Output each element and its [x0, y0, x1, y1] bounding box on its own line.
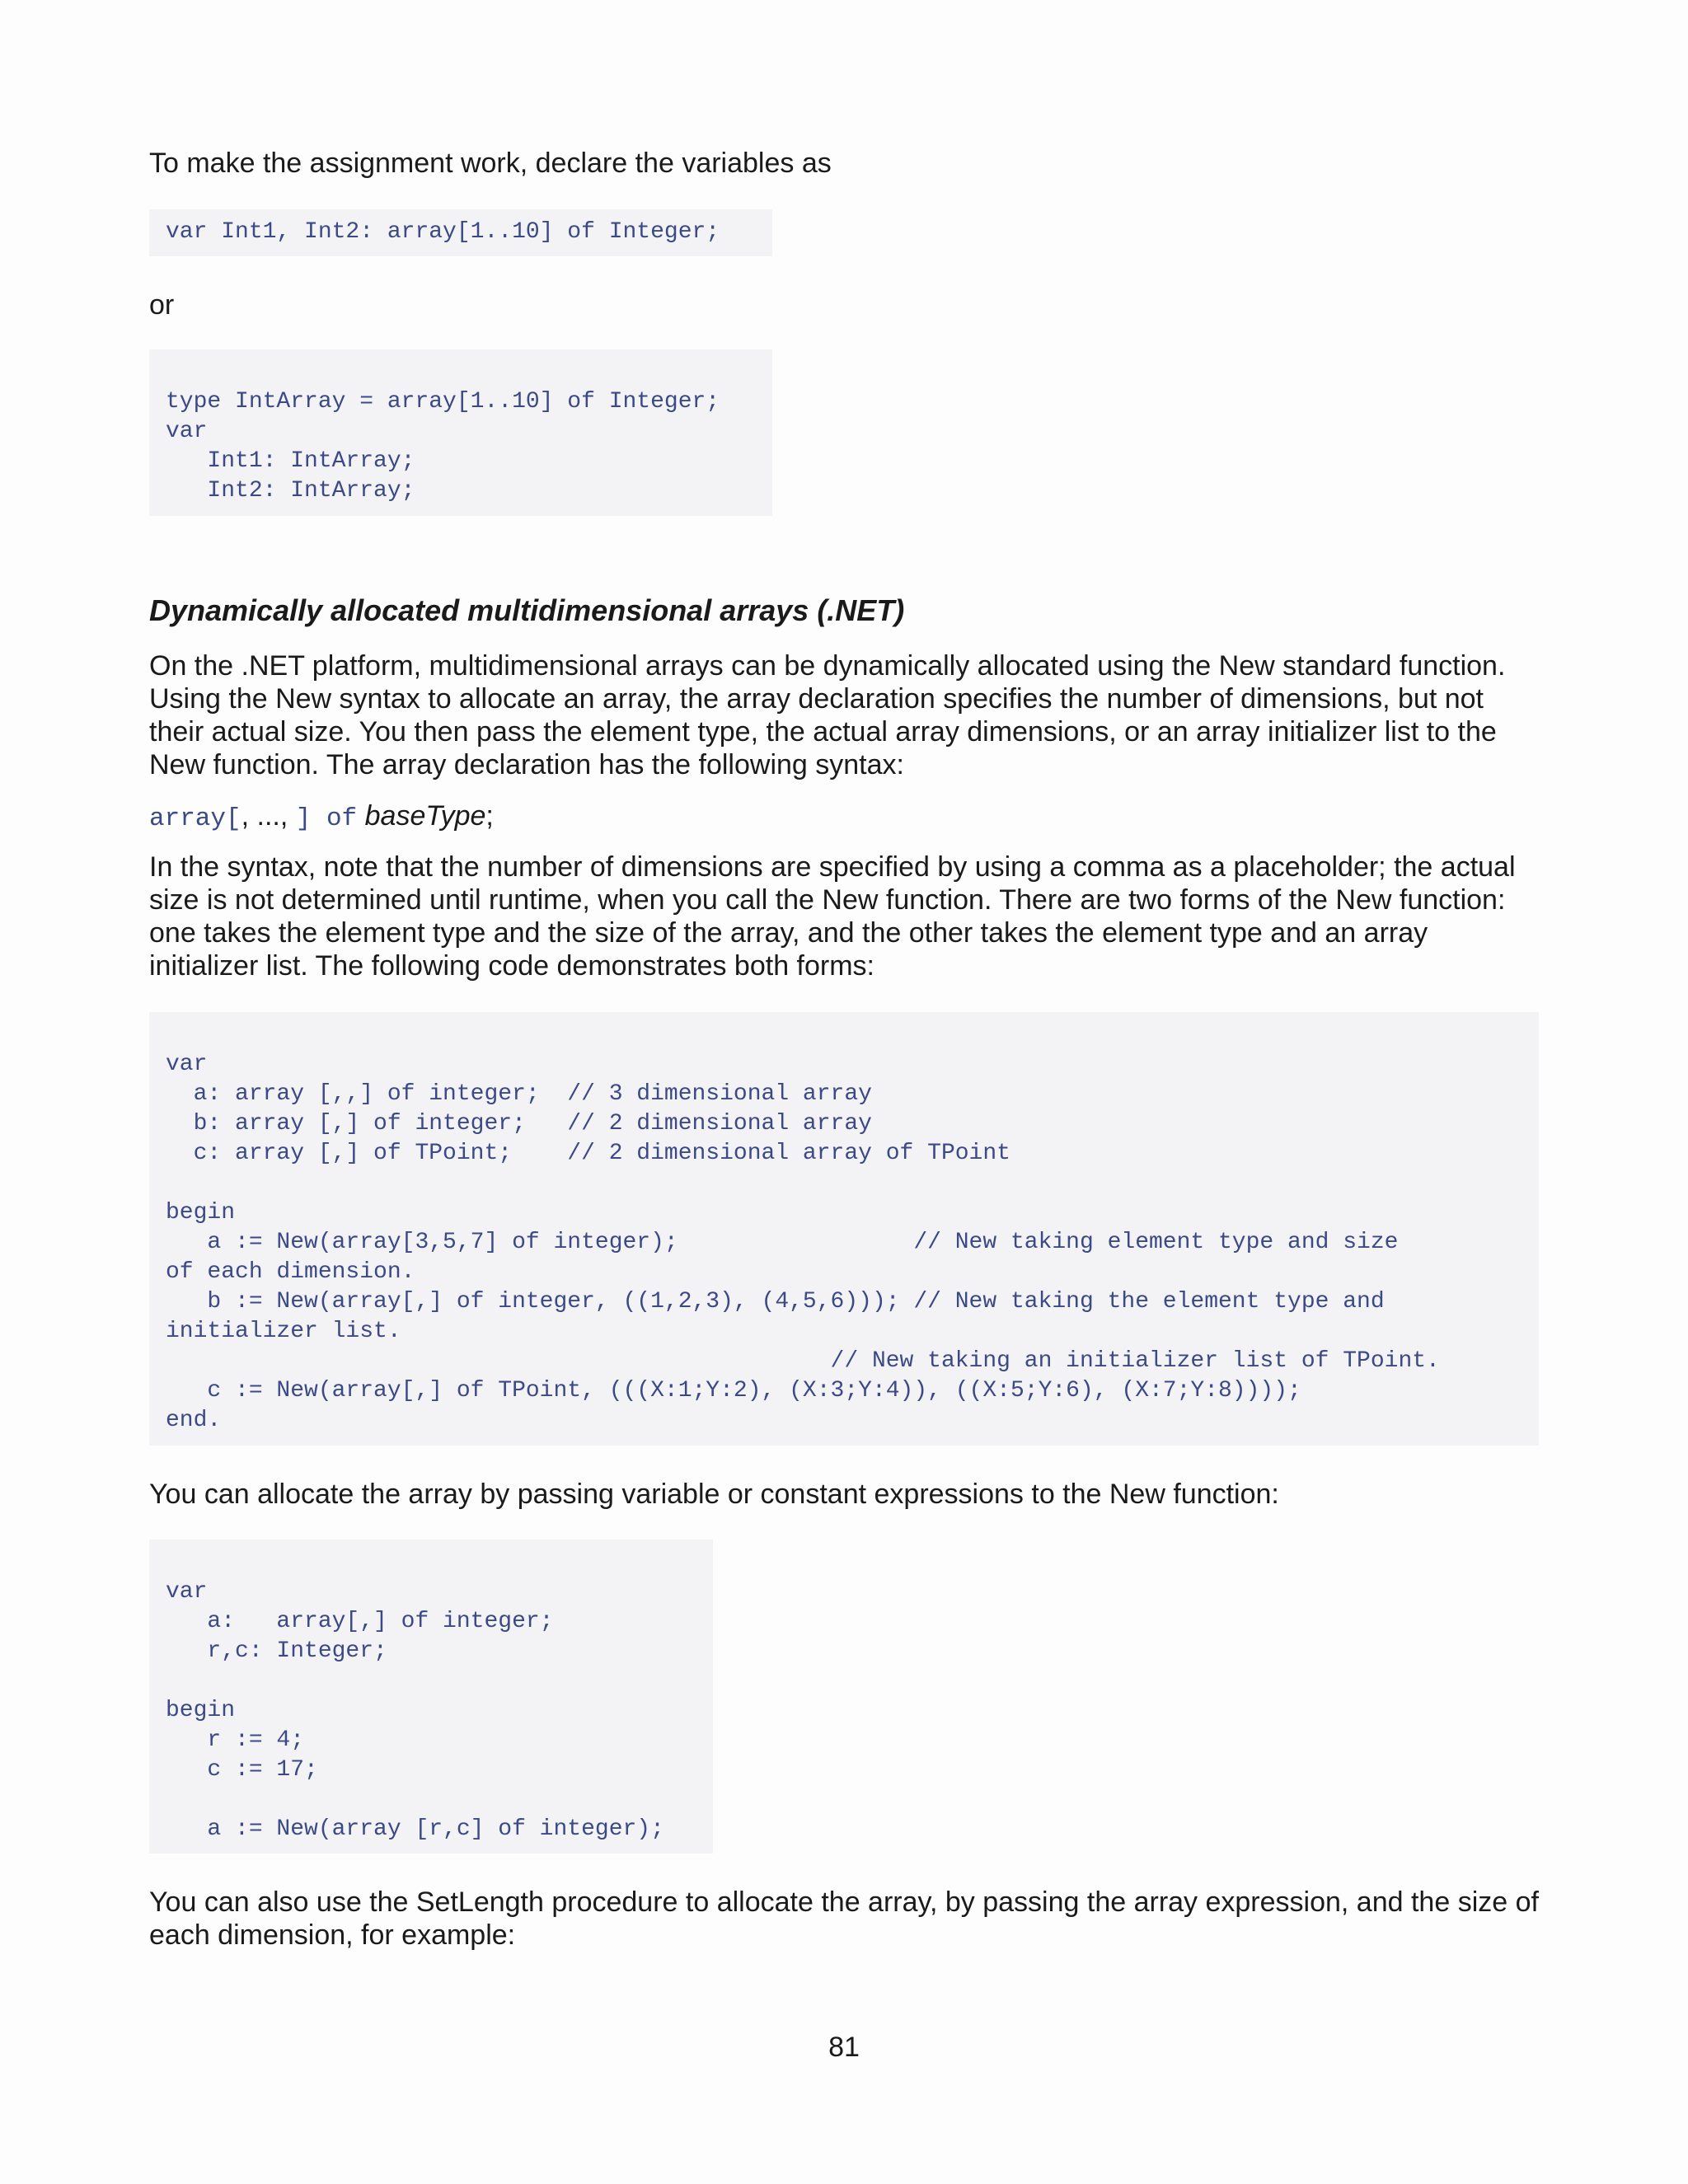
- page-number: 81: [828, 2032, 860, 2063]
- code-line: var: [166, 1052, 208, 1077]
- code-line: initializer list.: [166, 1319, 401, 1344]
- code-line: b := New(array[,] of integer, ((1,2,3), (4,5,6))); // New taking the element type and: [166, 1289, 1385, 1315]
- syntax-dims: , ...,: [241, 800, 296, 832]
- body-paragraph: In the syntax, note that the number of dimensions are specified by using a comma as a placeholder; the actual size is not determined until runtime, when you call the New function. There are two forms of the New function: one takes the element type and the size of the array, and the other takes the element type and an array initializer list. The following code demonstrates both forms:: [149, 851, 1516, 982]
- code-line: [166, 358, 772, 387]
- code-line: c: array [,] of TPoint; // 2 dimensional array of TPoint: [166, 1141, 1010, 1166]
- or-text: or: [149, 289, 175, 321]
- code-line: a := New(array [r,c] of integer);: [166, 1816, 664, 1842]
- intro-text: To make the assignment work, declare the variables as: [149, 148, 832, 179]
- code-line: [166, 1020, 1539, 1050]
- code-line: var: [166, 1579, 208, 1605]
- syntax-keyword-array: array[: [149, 804, 241, 833]
- code-line: begin: [166, 1200, 236, 1226]
- code-line: begin: [166, 1698, 236, 1723]
- code-line: b: array [,] of integer; // 2 dimensional array: [166, 1111, 872, 1137]
- code-line: var Int1, Int2: array[1..10] of Integer;: [166, 219, 720, 245]
- code-block-int-vars: [149, 209, 772, 256]
- code-line: [166, 1785, 713, 1815]
- code-line: end.: [166, 1408, 222, 1433]
- code-line: c := New(array[,] of TPoint, (((X:1;Y:2), (X:3;Y:4)), ((X:5;Y:6), (X:7;Y:8))));: [166, 1378, 1301, 1404]
- code-line: a: array[,] of integer;: [166, 1609, 554, 1634]
- code-line: [166, 1666, 713, 1696]
- syntax-base-type: baseType: [364, 800, 486, 832]
- code-line: [166, 1548, 713, 1577]
- syntax-keyword-of: ] of: [295, 804, 358, 833]
- code-line: a := New(array[3,5,7] of integer); // New taking element type and size: [166, 1230, 1399, 1255]
- code-line: a: array [,,] of integer; // 3 dimensional array: [166, 1081, 872, 1107]
- code-line: Int1: IntArray;: [166, 448, 415, 474]
- code-block-variable-alloc: [149, 1540, 713, 1854]
- body-paragraph: You can also use the SetLength procedure to allocate the array, by passing the array expression, and the size of each dimension, for example:: [149, 1886, 1539, 1951]
- code-line: r,c: Integer;: [166, 1638, 387, 1664]
- syntax-declaration: [149, 799, 494, 836]
- code-line: of each dimension.: [166, 1259, 415, 1285]
- section-heading: Dynamically allocated multidimensional arrays (.NET): [149, 593, 905, 627]
- code-line: Int2: IntArray;: [166, 478, 415, 504]
- body-paragraph: On the .NET platform, multidimensional arrays can be dynamically allocated using the New standard function. Using the New syntax to allocate an array, the array declaration specifies the number of dimensions, but not their actual size. You then pass the element type, the actual array dimensions, or an array initializer list to the New function. The array declaration has the following syntax:: [149, 650, 1506, 780]
- code-block-new-forms: [149, 1012, 1539, 1446]
- code-line: [166, 1169, 1539, 1198]
- code-line: type IntArray = array[1..10] of Integer;: [166, 389, 720, 415]
- code-line: r := 4;: [166, 1727, 305, 1753]
- body-paragraph: You can allocate the array by passing variable or constant expressions to the New function:: [149, 1479, 1279, 1510]
- syntax-end: ;: [485, 800, 494, 832]
- code-line: var: [166, 419, 208, 444]
- code-line: c := 17;: [166, 1757, 318, 1783]
- code-block-int-array-type: [149, 349, 772, 516]
- code-line: // New taking an initializer list of TPoint.: [166, 1348, 1440, 1374]
